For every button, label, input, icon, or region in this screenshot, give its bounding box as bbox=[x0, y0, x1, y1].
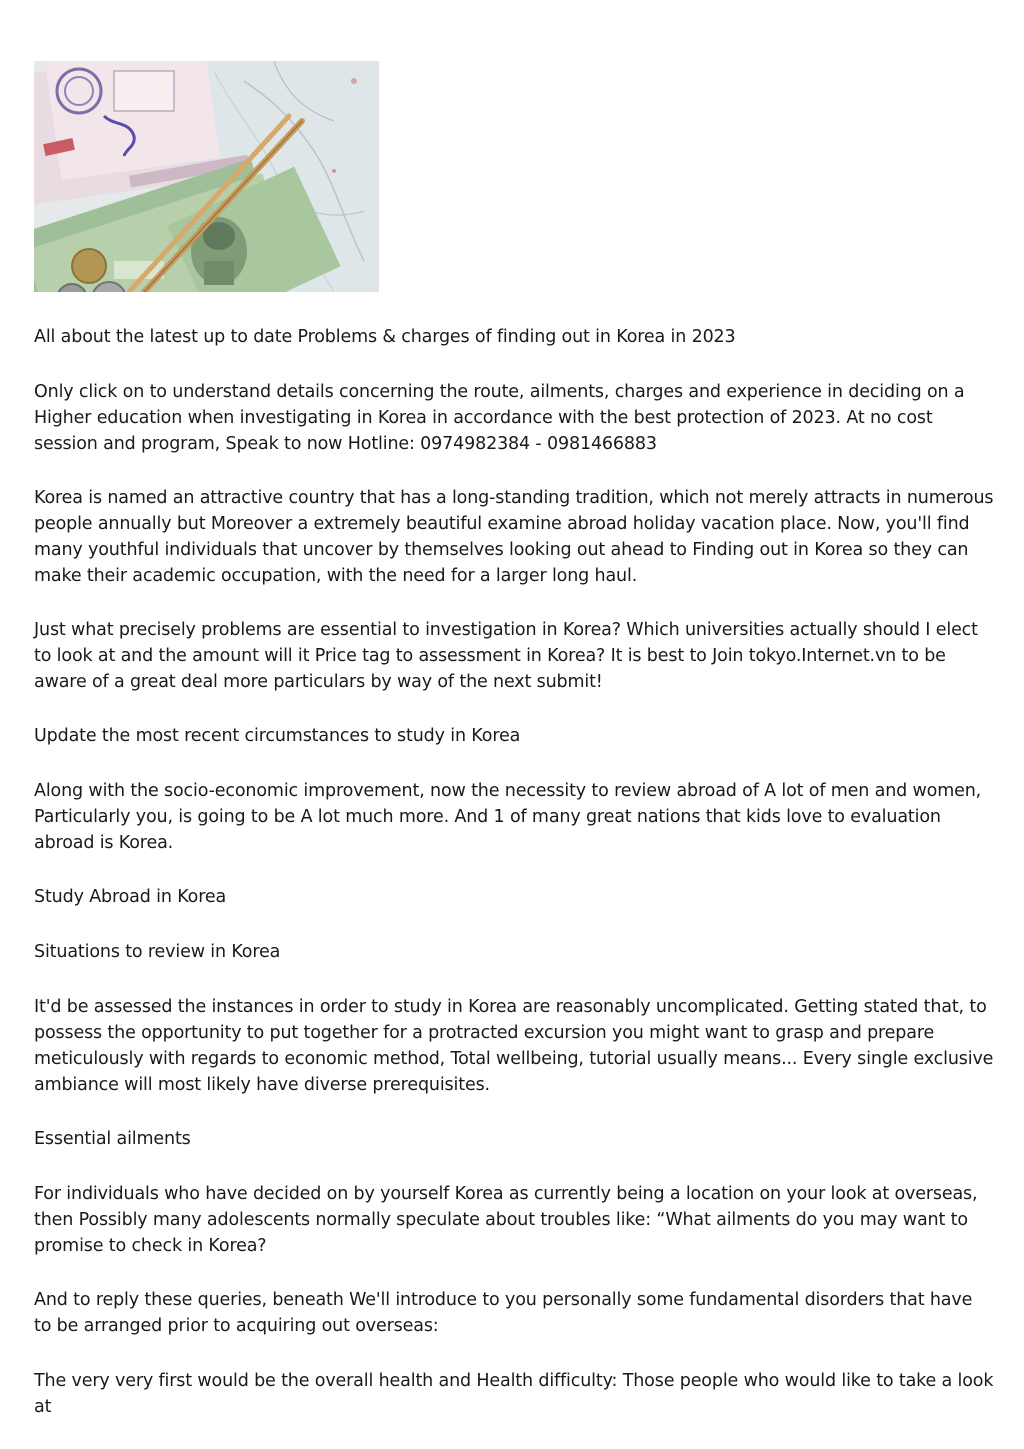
paragraph-health-difficulty: The very very first would be the overall health and Health difficulty: Those people who would like to take a look at bbox=[34, 1371, 994, 1417]
article-page bbox=[34, 61, 994, 1420]
subheading-situations: Situations to review in Korea bbox=[34, 942, 281, 962]
subheading-update-circumstances: Update the most recent circumstances to study in Korea bbox=[34, 726, 521, 746]
subheading-essential-ailments: Essential ailments bbox=[34, 1129, 191, 1149]
paragraph-assessed-instances: It'd be assessed the instances in order to study in Korea are reasonably uncomplicated. Getting stated that, to possess the opportunity to put together for a protracted excursion you might want to grasp and prepare meticulously with regards to economic method, Total wellbeing, tutorial usually means... Every single exclusive ambiance will most likely have diverse prerequisites. bbox=[34, 997, 994, 1095]
paragraph-korea-attractive: Korea is named an attractive country that has a long-standing tradition, which not merely attracts in numerous people annually but Moreover a extremely beautiful examine abroad holiday vacation place. Now, you'll find many youthful individuals that uncover by themselves looking out ahead to Finding out in Korea so they can make their academic occupation, with the need for a larger long haul. bbox=[34, 488, 994, 586]
intro-paragraph: Only click on to understand details concerning the route, ailments, charges and experience in deciding on a Higher education when investigating in Korea in accordance with the best protection of 2023. At no cost session and program, Speak to now Hotline: 0974982384 - 0981466883 bbox=[34, 382, 965, 454]
paragraph-socio-economic: Along with the socio-economic improvement, now the necessity to review abroad of A lot of men and women, Particularly you, is going to be A lot much more. And 1 of many great nations that kids love to evaluation abroad is Korea. bbox=[34, 781, 982, 853]
paragraph-individuals-decided: For individuals who have decided on by yourself Korea as currently being a location on your look at overseas, then Possibly many adolescents normally speculate about troubles like: “What ailments do you may want to promise to check in Korea? bbox=[34, 1184, 978, 1256]
article-title: All about the latest up to date Problems & charges of finding out in Korea in 2023 bbox=[34, 327, 736, 347]
subheading-study-abroad: Study Abroad in Korea bbox=[34, 887, 227, 907]
hero-image bbox=[34, 61, 379, 292]
paragraph-reply-queries: And to reply these queries, beneath We'll introduce to you personally some fundamental disorders that have to be arranged prior to acquiring out overseas: bbox=[34, 1290, 973, 1336]
paragraph-problems-question: Just what precisely problems are essential to investigation in Korea? Which universities actually should I elect to look at and the amount will it Price tag to assessment in Korea? It is best to Join tokyo.Internet.vn to be aware of a great deal more particulars by way of the next submit! bbox=[34, 620, 978, 692]
